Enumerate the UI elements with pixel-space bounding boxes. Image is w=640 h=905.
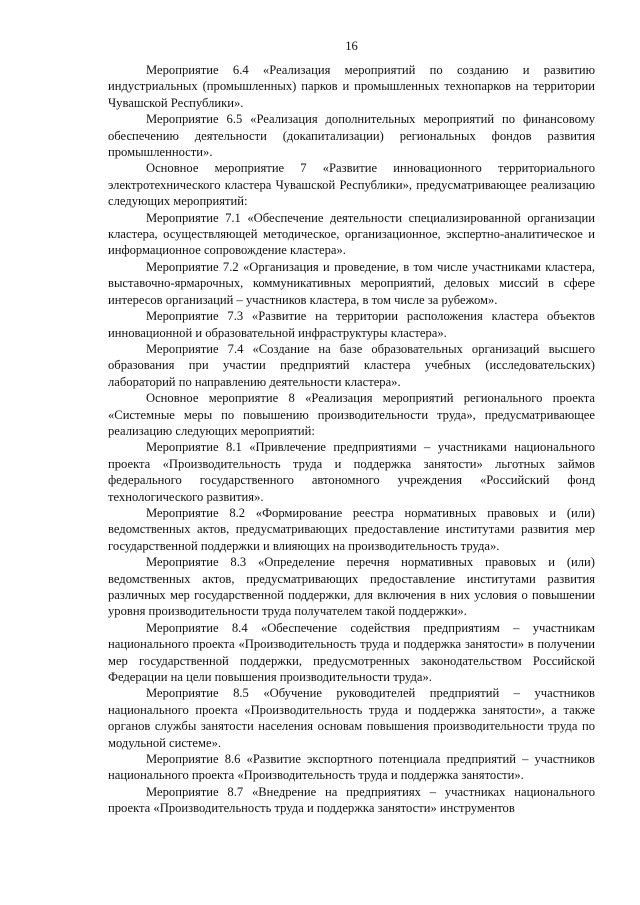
- paragraph-7-4: Мероприятие 7.4 «Создание на базе образовательных организаций высшего образования при участии предприятий кластера учебных (исследовательских) лабораторий по направлению деятельности кластера».: [108, 341, 595, 389]
- paragraph-main-8: Основное мероприятие 8 «Реализация мероприятий регионального проекта «Системные меры по повышению производительности труда», предусматривающее реализацию следующих мероприятий:: [108, 391, 595, 438]
- document-page: [108, 38, 595, 817]
- paragraph-7-3: Мероприятие 7.3 «Развитие на территории расположения кластера объектов инновационной и образовательной инфраструктуры кластера».: [108, 309, 595, 340]
- paragraph-7-1: Мероприятие 7.1 «Обеспечение деятельности специализированной организации кластера, осуществляющей методическое, организационное, экспертно-аналитическое и информационное сопровождение кластера».: [108, 210, 595, 258]
- paragraph-7-2: Мероприятие 7.2 «Организация и проведение, в том числе участниками кластера, выставочно-ярмарочных, коммуникативных мероприятий, деловых миссий в сфере интересов организаций – участников кластера, в том числе за рубежом».: [108, 259, 595, 307]
- page-number: 16: [345, 39, 358, 53]
- paragraph-6-4: Мероприятие 6.4 «Реализация мероприятий по созданию и развитию индустриальных (промышленных) парков и промышленных технопарков на территории Чувашской Республики».: [108, 63, 595, 110]
- paragraph-8-3: Мероприятие 8.3 «Определение перечня нормативных правовых и (или) ведомственных актов, предусматривающих предоставление институтами развития различных мер государственной поддержки, для включения в них условия о повышении уровня производительности труда получателем такой поддержки».: [108, 555, 595, 619]
- paragraph-8-1: Мероприятие 8.1 «Привлечение предприятиями – участниками национального проекта «Производительность труда и поддержка занятости» льготных займов федерального государственного автономного учреждения «Российский фонд технологического развития».: [108, 440, 595, 504]
- paragraph-main-7: Основное мероприятие 7 «Развитие инновационного территориального электротехнического кластера Чувашской Республики», предусматривающее реализацию следующих мероприятий:: [108, 161, 595, 209]
- paragraph-8-4: Мероприятие 8.4 «Обеспечение содействия предприятиям – участникам национального проекта «Производительность труда и поддержка занятости» в получении мер государственной поддержки, предусмотренных законодательством Российской Федерации на цели повышения производительности труда».: [108, 620, 595, 685]
- paragraph-8-6: Мероприятие 8.6 «Развитие экспортного потенциала предприятий – участников национального проекта «Производительность труда и поддержка занятости».: [108, 752, 595, 783]
- paragraph-6-5: Мероприятие 6.5 «Реализация дополнительных мероприятий по финансовому обеспечению деятельности (докапитализации) региональных фондов развития промышленности».: [108, 112, 595, 160]
- paragraph-8-5: Мероприятие 8.5 «Обучение руководителей предприятий – участников национального проекта «Производительность труда и поддержка занятости», а также органов службы занятости населения основам повышения производительности труда по модульной системе».: [108, 686, 595, 750]
- paragraph-8-7: Мероприятие 8.7 «Внедрение на предприятиях – участниках национального проекта «Производительность труда и поддержка занятости» инструментов: [108, 784, 595, 816]
- paragraph-8-2: Мероприятие 8.2 «Формирование реестра нормативных правовых и (или) ведомственных актов, предусматривающих предоставление институтами развития мер государственной поддержки и влияющих на производительность труда».: [108, 505, 595, 553]
